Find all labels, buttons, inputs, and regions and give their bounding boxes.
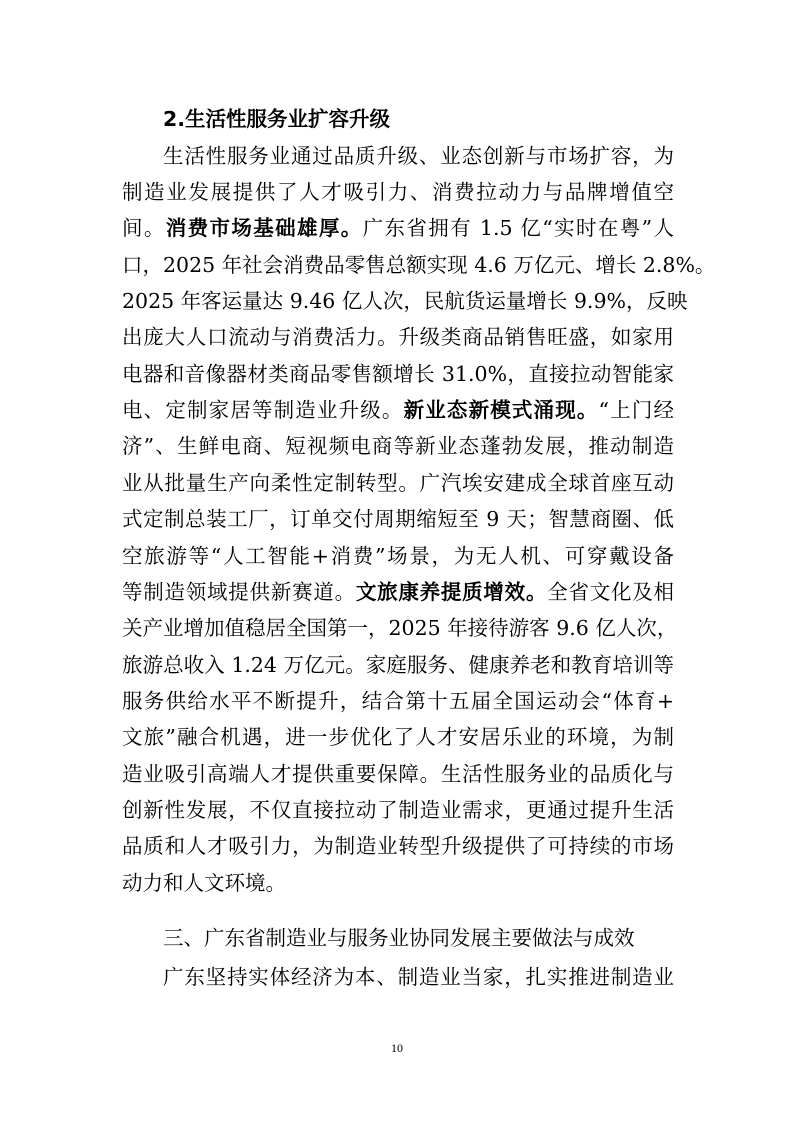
text-run: 间。 bbox=[122, 216, 166, 240]
paragraph-line: 式定制总装工厂，订单交付周期缩短至 9 天；智慧商圈、低 bbox=[122, 507, 674, 531]
paragraph-line: 动力和人文环境。 bbox=[122, 871, 286, 895]
paragraph-line: 济”、生鲜电商、短视频电商等新业态蓬勃发展，推动制造 bbox=[122, 434, 674, 458]
paragraph-line: 制造业发展提供了人才吸引力、消费拉动力与品牌增值空 bbox=[122, 180, 674, 204]
paragraph-line: 广东坚持实体经济为本、制造业当家，扎实推进制造业 bbox=[163, 965, 674, 989]
text-run: 全省文化及相 bbox=[547, 580, 675, 604]
paragraph-line: 生活性服务业通过品质升级、业态创新与市场扩容，为 bbox=[163, 144, 674, 168]
text-run: “上门经 bbox=[598, 398, 675, 422]
paragraph-line: 旅游总收入 1.24 万亿元。家庭服务、健康养老和教育培训等 bbox=[122, 653, 674, 677]
text-run: 电、定制家居等制造业升级。 bbox=[122, 398, 404, 422]
paragraph-line: 电器和音像器材类商品零售额增长 31.0%，直接拉动智能家 bbox=[122, 362, 674, 386]
section-heading-2: 2.生活性服务业扩容升级 bbox=[163, 107, 391, 131]
paragraph-line: 服务供给水平不断提升，结合第十五届全国运动会“体育+ bbox=[122, 689, 674, 713]
paragraph-line: 造业吸引高端人才提供重要保障。生活性服务业的品质化与 bbox=[122, 762, 674, 786]
bold-lead-phrase: 消费市场基础雄厚。 bbox=[165, 216, 363, 240]
paragraph-line: 口，2025 年社会消费品零售总额实现 4.6 万亿元、增长 2.8%。 bbox=[122, 253, 716, 277]
page-number: 10 bbox=[391, 1041, 403, 1055]
text-run: 广东省拥有 1.5 亿“实时在粤”人 bbox=[362, 216, 675, 240]
text-run: 等制造领域提供新赛道。 bbox=[122, 580, 356, 604]
paragraph-line: 空旅游等“人工智能+消费”场景，为无人机、可穿戴设备 bbox=[122, 544, 674, 568]
paragraph-line: 创新性发展，不仅直接拉动了制造业需求，更通过提升生活 bbox=[122, 798, 674, 822]
paragraph-line: 品质和人才吸引力，为制造业转型升级提供了可持续的市场 bbox=[122, 834, 674, 858]
section-heading-1: 三、广东省制造业与服务业协同发展主要做法与成效 bbox=[163, 926, 635, 950]
paragraph-line: 关产业增加值稳居全国第一，2025 年接待游客 9.6 亿人次， bbox=[122, 616, 678, 640]
paragraph-line: 业从批量生产向柔性定制转型。广汽埃安建成全球首座互动 bbox=[122, 471, 674, 495]
paragraph-line bbox=[122, 212, 674, 244]
paragraph-line: 文旅”融合机遇，进一步优化了人才安居乐业的环境，为制 bbox=[122, 725, 674, 749]
paragraph-line: 出庞大人口流动与消费活力。升级类商品销售旺盛，如家用 bbox=[122, 325, 674, 349]
paragraph-line bbox=[122, 394, 674, 426]
paragraph-line: 2025 年客运量达 9.46 亿人次，民航货运量增长 9.9%，反映 bbox=[122, 289, 688, 313]
bold-lead-phrase: 新业态新模式涌现。 bbox=[403, 398, 599, 422]
paragraph-line bbox=[122, 576, 674, 608]
bold-lead-phrase: 文旅康养提质增效。 bbox=[355, 580, 548, 604]
